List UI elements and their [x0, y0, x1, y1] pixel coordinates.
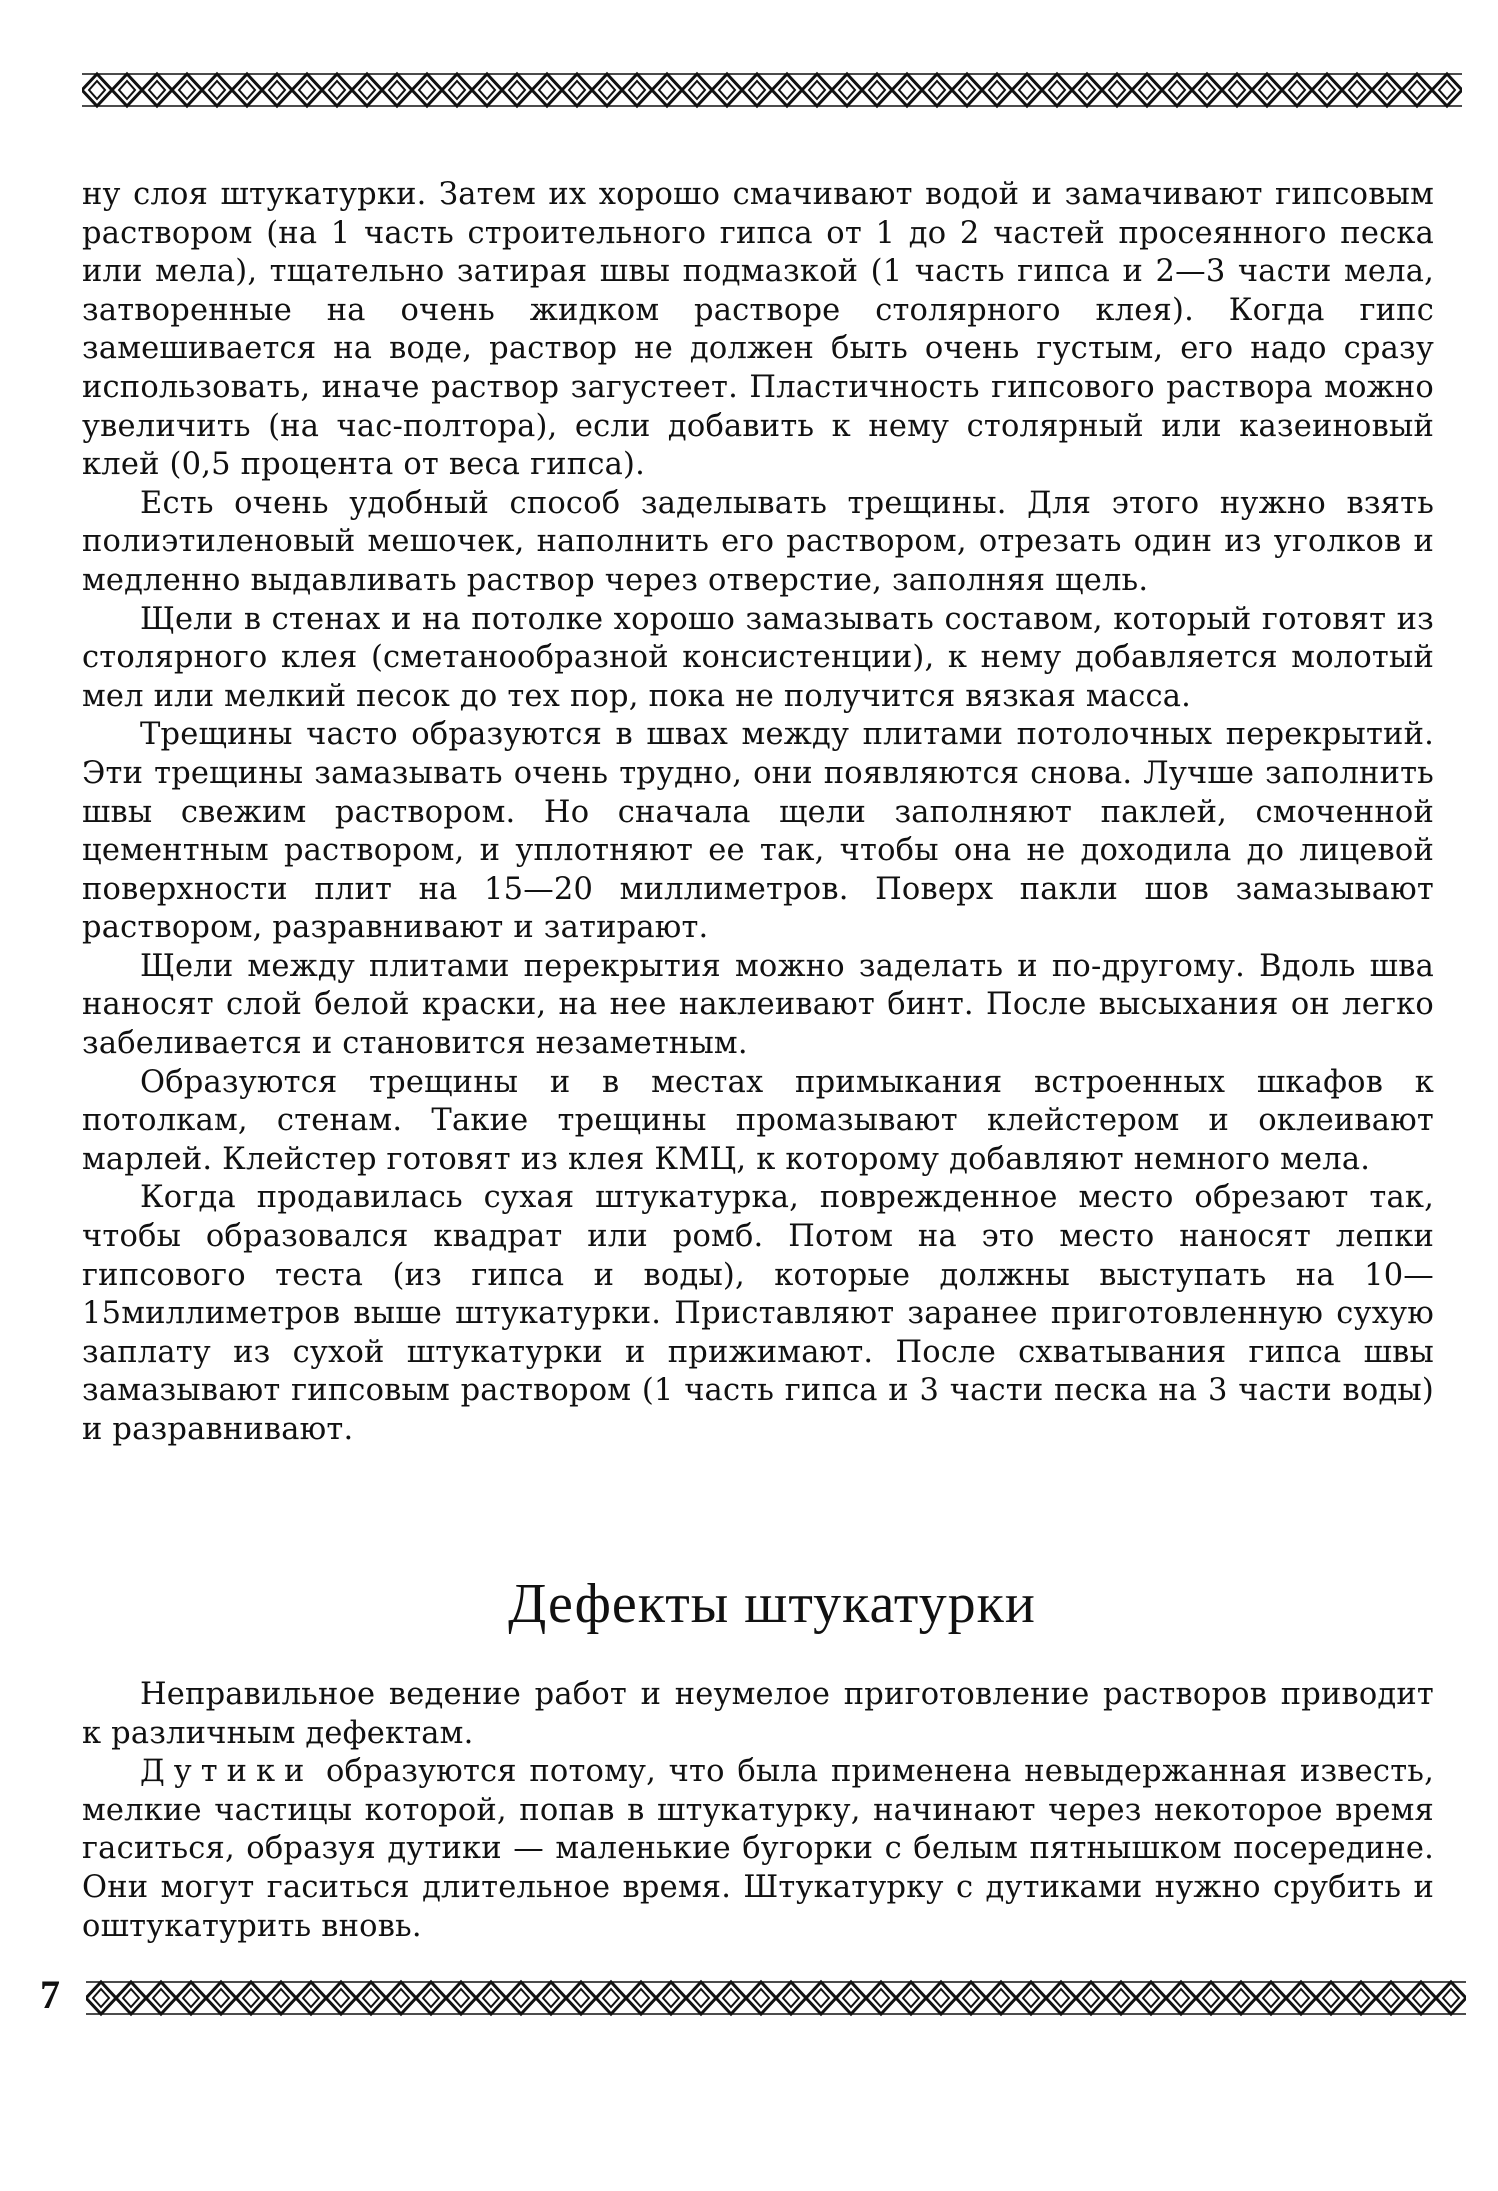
- paragraph: Трещины часто образуются в швах между плитами потолочных перекрытий. Эти трещины замазывать очень трудно, они появляются снова. Лучше заполнить швы свежим раствором. Но сначала щели заполняют паклей, смоченной цементным раствором, и уплотняют ее так, чтобы она не доходила до лицевой поверхности плит на 15—20 миллиметров. Поверх пакли шов замазывают раствором, разравнивают и затирают.: [82, 717, 1434, 946]
- page-number: 7: [40, 1972, 60, 2017]
- term-paragraph-text: образуются потому, что была применена невыдержанная известь, мелкие частицы которой, попав в штукатурку, начинают через некоторое время гаситься, образуя дутики — маленькие бугорки с белым пятнышком посередине. Они могут гаситься длительное время. Штукатурку с дутиками нужно срубить и оштукатурить вновь.: [82, 1754, 1434, 1944]
- paragraph: ну слоя штукатурки. Затем их хорошо смачивают водой и замачивают гипсовым раствором (на 1 часть строительного гипса от 1 до 2 частей просеянного песка или мела), тщательно затирая швы подмазкой (1 часть гипса и 2—3 части мела, затворенные на очень жидком растворе столярного клея). Когда гипс замешивается на воде, раствор не должен быть очень густым, его надо сразу использовать, иначе раствор загустеет. Пластичность гипсового раствора можно увеличить (на час-полтора), если добавить к нему столярный или казеиновый клей (0,5 процента от веса гипса).: [82, 177, 1434, 483]
- paragraph: Есть очень удобный способ заделывать трещины. Для этого нужно взять полиэтиленовый мешочек, наполнить его раствором, отрезать один из уголков и медленно выдавливать раствор через отверстие, заполняя щель.: [82, 485, 1434, 598]
- section-heading: Дефекты штукатурки: [508, 1573, 1036, 1635]
- term-dutiki: Дутики: [140, 1754, 314, 1790]
- section-intro-paragraph: Неправильное ведение работ и неумелое приготовление растворов приводит к различным дефектам.: [82, 1677, 1434, 1751]
- paragraph: Образуются трещины и в местах примыкания встроенных шкафов к потолкам, стенам. Такие трещины промазывают клейстером и оклеивают марлей. Клейстер готовят из клея КМЦ, к которому добавляют немного мела.: [82, 1064, 1434, 1177]
- ornament-pattern-top: [82, 70, 1462, 110]
- decorative-border-top: [82, 70, 1462, 110]
- ornament-pattern-bottom: [86, 1978, 1466, 2018]
- decorative-border-bottom: [86, 1978, 1466, 2018]
- body-text-top: [82, 176, 1434, 1450]
- term-paragraph: [82, 1753, 1434, 1946]
- paragraph: Когда продавилась сухая штукатурка, поврежденное место обрезают так, чтобы образовался квадрат или ромб. Потом на это место наносят лепки гипсового теста (из гипса и воды), которые должны выступать на 10—15миллиметров выше штукатурки. Приставляют заранее приготовленную сухую заплату из сухой штукатурки и прижимают. После схватывания гипса швы замазывают гипсовым раствором (1 часть гипса и 3 части песка на 3 части воды) и разравнивают.: [82, 1180, 1434, 1447]
- body-text-section: [82, 1676, 1434, 1946]
- paragraph: Щели между плитами перекрытия можно заделать и по-другому. Вдоль шва наносят слой белой краски, на нее наклеивают бинт. После высыхания он легко забеливается и становится незаметным.: [82, 948, 1434, 1062]
- paragraph: Щели в стенах и на потолке хорошо замазывать составом, который готовят из столярного клея (сметанообразной консистенции), к нему добавляется молотый мел или мелкий песок до тех пор, пока не получится вязкая масса.: [82, 601, 1434, 714]
